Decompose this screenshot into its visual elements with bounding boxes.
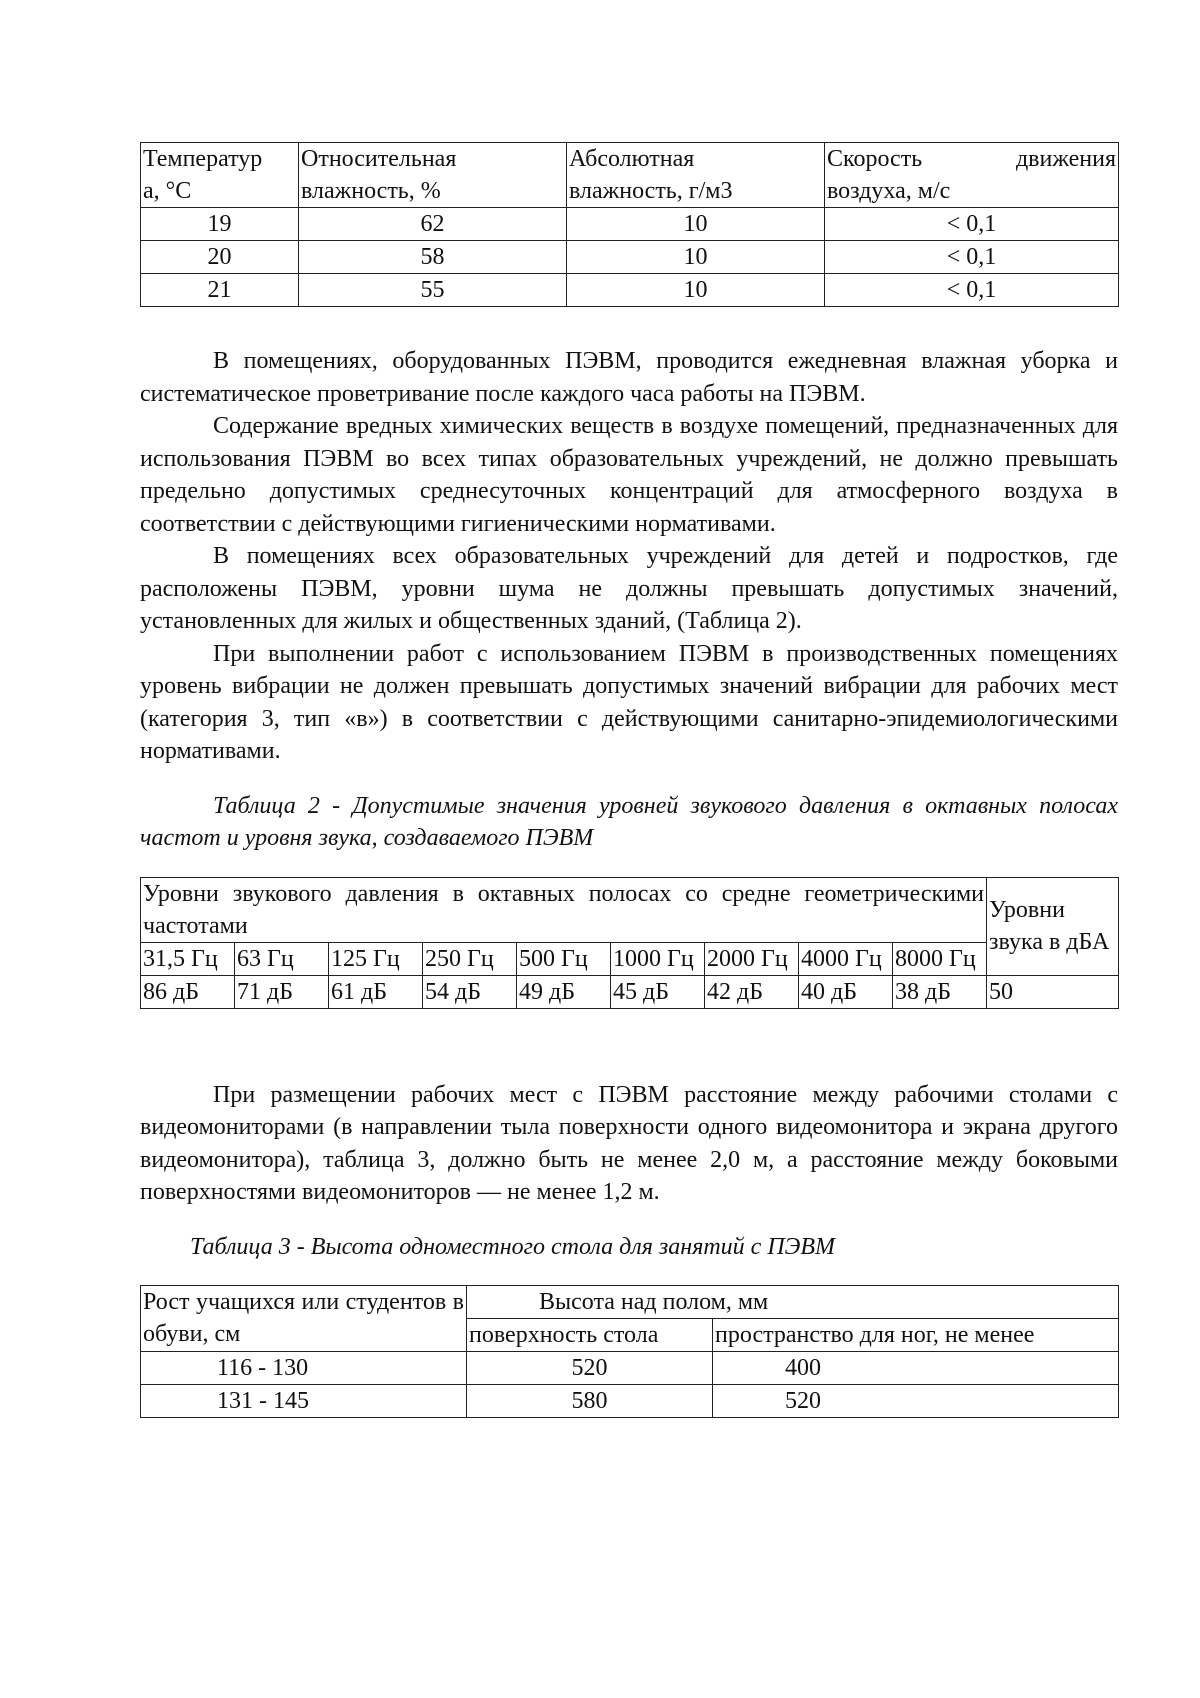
table-row (141, 274, 1119, 307)
header-sound-level: Уровни звука в дБА (987, 877, 1119, 975)
header-relative-humidity: Относительная влажность, % (299, 143, 567, 208)
cell: 58 (299, 241, 567, 274)
cell: 10 (567, 274, 825, 307)
header-desk-surface: поверхность стола (467, 1319, 713, 1352)
value-cell: 86 дБ (141, 975, 235, 1008)
frequency-cell: 1000 Гц (611, 942, 705, 975)
cell: 116 - 130 (141, 1352, 467, 1385)
table-row (141, 975, 1119, 1008)
value-cell: 54 дБ (423, 975, 517, 1008)
header-temperature: Температур а, °С (141, 143, 299, 208)
frequency-cell: 31,5 Гц (141, 942, 235, 975)
table-row (141, 1385, 1119, 1418)
value-cell: 71 дБ (235, 975, 329, 1008)
paragraph: Содержание вредных химических веществ в воздухе помещений, предназначенных для использования ПЭВМ во всех типах образовательных учреждений, не должно превышать предельно допустимых среднесуточных концентраций для атмосферного воздуха в соответствии с действующими гигиеническими нормативами. (140, 413, 1118, 537)
table-header-row (141, 942, 1119, 975)
microclimate-table (140, 142, 1119, 307)
cell: 20 (141, 241, 299, 274)
frequency-cell: 8000 Гц (893, 942, 987, 975)
cell: 21 (141, 274, 299, 307)
header-leg-space: пространство для ног, не менее (713, 1319, 1119, 1352)
table-caption: Таблица 3 - Высота одноместного стола для занятий с ПЭВМ (190, 1233, 836, 1260)
table-row (141, 208, 1119, 241)
frequency-cell: 500 Гц (517, 942, 611, 975)
header-height-of-students: Рост учащихся или студентов в обуви, см (141, 1286, 467, 1352)
cell: 10 (567, 208, 825, 241)
paragraph: При размещении рабочих мест с ПЭВМ расстояние между рабочими столами с видеомониторами (в направлении тыла поверхности одного видеомонитора и экрана другого видеомонитора), таблица 3, должно быть не менее 2,0 м, а расстояние между боковыми поверхностями видеомониторов — не менее 1,2 м. (140, 1081, 1118, 1205)
value-cell: 61 дБ (329, 975, 423, 1008)
table-row (141, 241, 1119, 274)
cell: 10 (567, 241, 825, 274)
cell: 580 (467, 1385, 713, 1418)
cell: 19 (141, 208, 299, 241)
cell: 55 (299, 274, 567, 307)
frequency-cell: 4000 Гц (799, 942, 893, 975)
value-cell: 38 дБ (893, 975, 987, 1008)
frequency-cell: 63 Гц (235, 942, 329, 975)
cell: < 0,1 (825, 241, 1119, 274)
table-row (141, 1352, 1119, 1385)
table-header-row (141, 877, 1119, 942)
table-caption: Таблица 2 - Допустимые значения уровней звукового давления в октавных полосах частот и уровня звука, создаваемого ПЭВМ (140, 792, 1118, 851)
cell: 131 - 145 (141, 1385, 467, 1418)
cell: 400 (713, 1352, 1119, 1385)
paragraph: В помещениях всех образовательных учреждений для детей и подростков, где расположены ПЭВМ, уровни шума не должны превышать допустимых значений, установленных для жилых и общественных зданий, (Таблица 2). (140, 543, 1118, 634)
table-header-row (141, 143, 1119, 208)
paragraph: В помещениях, оборудованных ПЭВМ, проводится ежедневная влажная уборка и систематическое проветривание после каждого часа работы на ПЭВМ. (140, 348, 1118, 407)
header-air-speed: Скорость движения воздуха, м/с (825, 143, 1119, 208)
desk-height-table (140, 1285, 1119, 1418)
header-sound-pressure: Уровни звукового давления в октавных полосах со средне геометрическими частотами (141, 877, 987, 942)
frequency-cell: 2000 Гц (705, 942, 799, 975)
frequency-cell: 125 Гц (329, 942, 423, 975)
frequency-cell: 250 Гц (423, 942, 517, 975)
value-cell: 50 (987, 975, 1119, 1008)
value-cell: 45 дБ (611, 975, 705, 1008)
paragraph: При выполнении работ с использованием ПЭВМ в производственных помещениях уровень вибрации не должен превышать допустимых значений вибрации для рабочих мест (категория 3, тип «в») в соответствии с действующими санитарно-эпидемиологическими нормативами. (140, 640, 1118, 764)
cell: < 0,1 (825, 208, 1119, 241)
document-page (140, 142, 1118, 1418)
noise-levels-table (140, 877, 1119, 1009)
cell: 520 (713, 1385, 1119, 1418)
header-absolute-humidity: Абсолютная влажность, г/м3 (567, 143, 825, 208)
value-cell: 42 дБ (705, 975, 799, 1008)
cell: 62 (299, 208, 567, 241)
table-header-row (141, 1286, 1119, 1319)
header-height-above-floor: Высота над полом, мм (467, 1286, 1119, 1319)
cell: < 0,1 (825, 274, 1119, 307)
value-cell: 40 дБ (799, 975, 893, 1008)
cell: 520 (467, 1352, 713, 1385)
value-cell: 49 дБ (517, 975, 611, 1008)
